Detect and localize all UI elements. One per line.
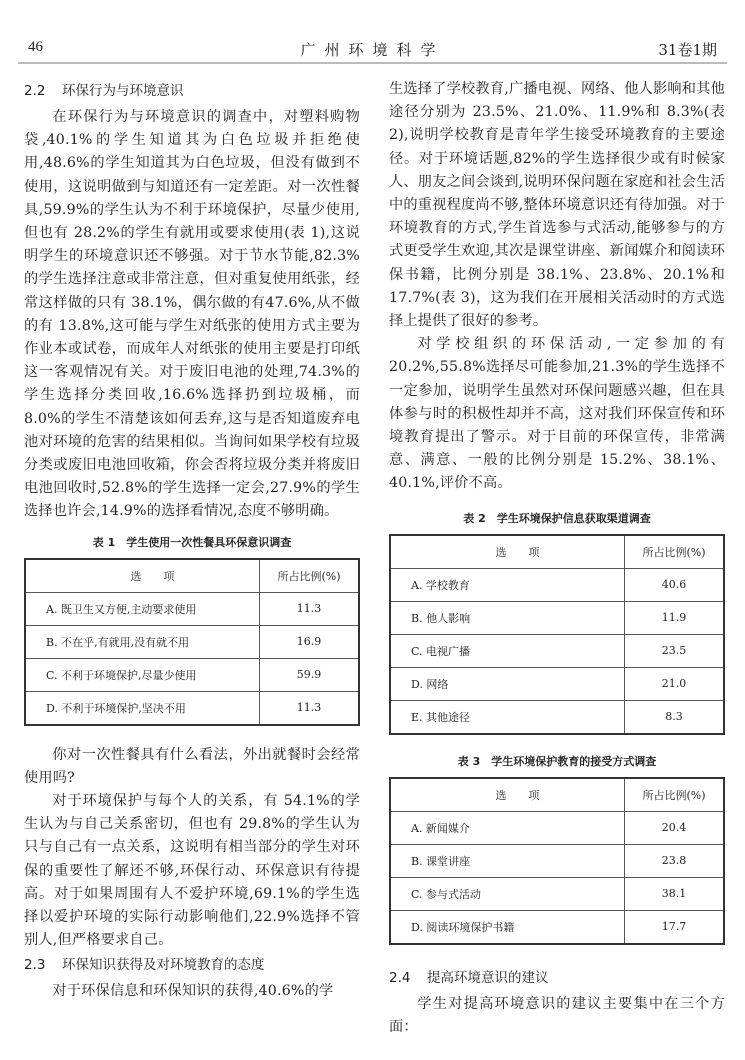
cell-option: D. 不利于环境保护,坚决不用 bbox=[25, 691, 260, 725]
section-title: 环保行为与环境意识 bbox=[62, 83, 184, 99]
cell-value: 23.5 bbox=[625, 634, 725, 667]
table-row bbox=[390, 910, 724, 944]
table-row bbox=[390, 700, 724, 734]
table-row bbox=[25, 625, 359, 658]
paragraph: 对于环保信息和环保知识的获得,40.6%的学 bbox=[52, 983, 334, 1000]
table-3 bbox=[389, 777, 725, 945]
cell-option: B. 他人影响 bbox=[390, 601, 625, 634]
cell-value: 11.3 bbox=[260, 592, 360, 625]
table-row bbox=[390, 667, 724, 700]
section-number: 2.2 bbox=[24, 83, 46, 99]
section-number: 2.4 bbox=[389, 969, 411, 986]
table-header-row bbox=[390, 778, 724, 812]
cell-option: B. 不在乎,有就用,没有就不用 bbox=[25, 625, 260, 658]
cell-value: 59.9 bbox=[260, 658, 360, 691]
section-heading-2-4 bbox=[389, 965, 725, 991]
cell-value: 11.3 bbox=[260, 691, 360, 725]
left-column bbox=[24, 78, 360, 1004]
table-row bbox=[390, 568, 724, 601]
section-title: 提高环境意识的建议 bbox=[427, 969, 549, 986]
cell-value: 23.8 bbox=[625, 844, 725, 877]
cell-option: B. 课堂讲座 bbox=[390, 844, 625, 877]
paragraph: 学生对提高环境意识的建议主要集中在三个方面： bbox=[389, 995, 725, 1035]
table-row bbox=[390, 634, 724, 667]
paragraph: 对于环境保护与每个人的关系，有 54.1%的学生认为与自己关系密切，但也有 29.8%的学生认为只与自己有一点关系，这说明有相当部分的学生对环保的重要性了解还不够,环保行动、环保意识有待提高。对于如果周围有人不爱护环境,69.1%的学生选择以爱护环境的实际行动影响他们,22.9%选择不管别人,但严格要求自己。 bbox=[24, 793, 360, 949]
table-row bbox=[390, 844, 724, 877]
cell-option: C. 电视广播 bbox=[390, 634, 625, 667]
paragraph: 在环保行为与环境意识的调查中，对塑料购物袋,40.1%的学生知道其为白色垃圾并拒绝使用,48.6%的学生知道其为白色垃圾，但没有做到不使用，这说明做到与知道还有一定差距。对一次性餐具,59.9%的学生认为不利于环境保护，尽量少使用,但也有 28.2%的学生有就用或要求使用(表 1),这说明学生的环境意识还不够强。对于节水节能,82.3%的学生选择注意或非常注意，但对重复使用纸张，经常这样做的只有 38.1%，偶尔做的有47.6%,从不做的有 13.8%,这可能与学生对纸张的使用方式主要为作业本或试卷，而成年人对纸张的使用主要是打印纸这一客观情况有关。对于废旧电池的处理,74.3%的学生选择分类回收,16.6%选择扔到垃圾桶，而 8.0%的学生不清楚该如何丢弃,这与是否知道废弃电池对环境的危害的结果相似。当询问如果学校有垃圾分类或废旧电池回收箱，你会否将垃圾分类并将废旧电池回收时,52.8%的学生选择一定会,27.9%的学生选择也许会,14.9%的选择看情况,态度不够明确。 bbox=[24, 109, 360, 520]
column-header-option: 选 项 bbox=[390, 778, 625, 812]
table-1-caption: 表 1 学生使用一次性餐具环保意识调查 bbox=[92, 535, 292, 549]
right-column bbox=[389, 78, 725, 1039]
running-header bbox=[18, 36, 727, 64]
table-row bbox=[390, 877, 724, 910]
cell-value: 11.9 bbox=[625, 601, 725, 634]
cell-value: 16.9 bbox=[260, 625, 360, 658]
cell-option: A. 学校教育 bbox=[390, 568, 625, 601]
column-header-percent: 所占比例(%) bbox=[260, 559, 360, 593]
table-row bbox=[390, 601, 724, 634]
table-header-row bbox=[25, 559, 359, 593]
column-header-option: 选 项 bbox=[25, 559, 260, 593]
column-header-percent: 所占比例(%) bbox=[625, 535, 725, 569]
section-heading-2-2 bbox=[24, 78, 360, 104]
table-row bbox=[25, 592, 359, 625]
table-2-caption: 表 2 学生环境保护信息获取渠道调查 bbox=[463, 511, 651, 525]
section-heading-2-3 bbox=[24, 952, 360, 978]
section-number: 2.3 bbox=[24, 957, 46, 974]
paragraph: 对学校组织的环保活动,一定参加的有 20.2%,55.8%选择尽可能参加,21.3%的学生选择不一定参加，说明学生虽然对环保问题感兴趣，但在具体参与时的积极性却并不高，这对我们环保宣传和环境教育提出了警示。对于目前的环保宣传，非常满意、满意、一般的比例分别是 15.2%、38.1%、40.1%,评价不高。 bbox=[389, 336, 725, 492]
cell-value: 40.6 bbox=[625, 568, 725, 601]
table-3-caption: 表 3 学生环境保护教育的接受方式调查 bbox=[457, 754, 657, 768]
cell-option: D. 阅读环境保护书籍 bbox=[390, 910, 625, 944]
cell-value: 8.3 bbox=[625, 700, 725, 734]
cell-value: 38.1 bbox=[625, 877, 725, 910]
cell-option: D. 网络 bbox=[390, 667, 625, 700]
cell-option: E. 其他途径 bbox=[390, 700, 625, 734]
table-row bbox=[390, 811, 724, 844]
cell-value: 21.0 bbox=[625, 667, 725, 700]
column-header-option: 选 项 bbox=[390, 535, 625, 569]
cell-option: C. 不利于环境保护,尽量少使用 bbox=[25, 658, 260, 691]
table-2 bbox=[389, 534, 725, 735]
table-header-row bbox=[390, 535, 724, 569]
issue-label: 31卷1期 bbox=[658, 41, 717, 59]
section-title: 环保知识获得及对环境教育的态度 bbox=[62, 957, 265, 974]
paragraph: 生选择了学校教育,广播电视、网络、他人影响和其他途径分别为 23.5%、21.0%、11.9%和 8.3%(表 2),说明学校教育是青年学生接受环境教育的主要途径。对于环境话题,82%的学生选择很少或有时候家人、朋友之间会谈到,说明环保问题在家庭和社会生活中的重视程度尚不够,整体环境意识还有待加强。对于环境教育的方式,学生首选参与式活动,能够参与的方式更受学生欢迎,其次是课堂讲座、新闻媒介和阅读环保书籍，比例分别是 38.1%、23.8%、20.1%和 17.7%(表 3)，这为我们在开展相关活动时的方式选择上提供了很好的参考。 bbox=[389, 81, 725, 330]
journal-title: 广州环境科学 bbox=[300, 41, 445, 59]
table-1 bbox=[24, 558, 360, 726]
cell-value: 20.4 bbox=[625, 811, 725, 844]
column-header-percent: 所占比例(%) bbox=[625, 778, 725, 812]
cell-option: A. 新闻媒介 bbox=[390, 811, 625, 844]
cell-option: C. 参与式活动 bbox=[390, 877, 625, 910]
table-row bbox=[25, 658, 359, 691]
table-row bbox=[25, 691, 359, 725]
cell-value: 17.7 bbox=[625, 910, 725, 944]
paragraph: 你对一次性餐具有什么看法，外出就餐时会经常使用吗? bbox=[24, 746, 360, 786]
page-number: 46 bbox=[28, 39, 43, 55]
cell-option: A. 既卫生又方便,主动要求使用 bbox=[25, 592, 260, 625]
